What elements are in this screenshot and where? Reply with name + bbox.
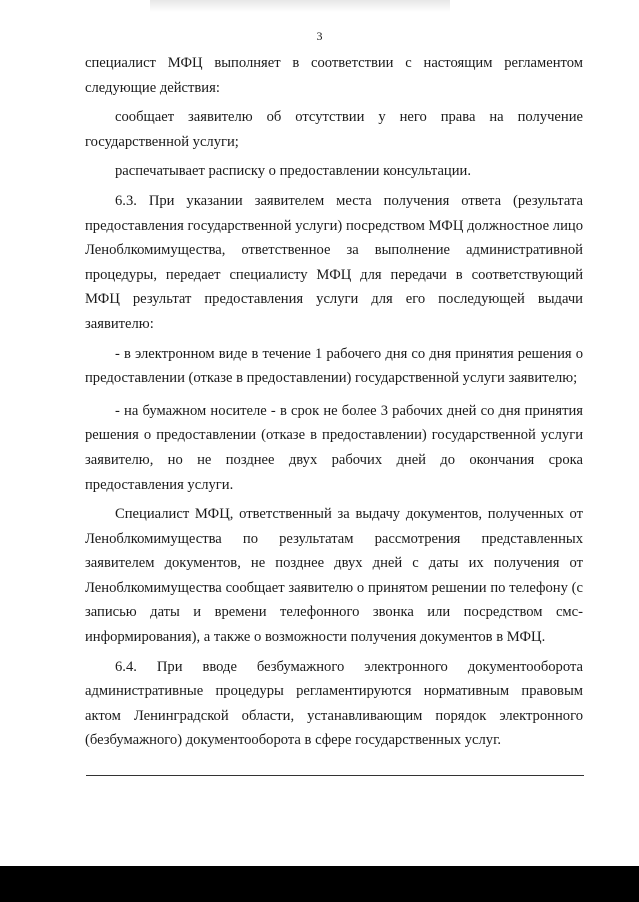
paragraph: Специалист МФЦ, ответственный за выдачу документов, полученных от Леноблкомимущества по результатам рассмотрения представленных заявителем документов, не позднее двух дней с даты их получения от Леноблкомимущества сообщает заявителю о принятом решении по телефону (с записью даты и времени телефонного звонка или посредством смс-информирования), а также о возможности получения документов в МФЦ. [85,506,583,646]
paragraph: 6.3. При указании заявителем места получения ответа (результата предоставления государственной услуги) посредством МФЦ должностное лицо Леноблкомимущества, ответственное за выполнение административной процедуры, передает специалисту МФЦ для передачи в соответствующий МФЦ результат предоставления услуги для его последующей выдачи заявителю: [85,192,583,332]
bottom-rule [86,775,584,776]
page-number: 3 [316,29,323,43]
scan-shadow [150,0,450,12]
paragraph: сообщает заявителю об отсутствии у него права на получение государственной услуги; [85,109,583,150]
paragraph: - в электронном виде в течение 1 рабочего дня со дня принятия решения о предоставлении (отказе в предоставлении) государственной услуги заявителю; [85,345,583,387]
document-body [85,51,583,753]
paragraph: - на бумажном носителе - в срок не более 3 рабочих дней со дня принятия решения о предоставлении (отказе в предоставлении) государственной услуги заявителю, но не позднее двух рабочих дней до окончания срока предоставления услуги. [85,402,583,493]
paragraph: специалист МФЦ выполняет в соответствии с настоящим регламентом следующие действия: [85,55,583,96]
scan-border [0,866,639,902]
paragraph: 6.4. При вводе безбумажного электронного документооборота административные процедуры регламентируются нормативным правовым актом Ленинградской области, устанавливающим порядок электронного (безбумажного) документооборота в сфере государственных услуг. [85,658,583,749]
paragraph: распечатывает расписку о предоставлении консультации. [115,163,472,180]
